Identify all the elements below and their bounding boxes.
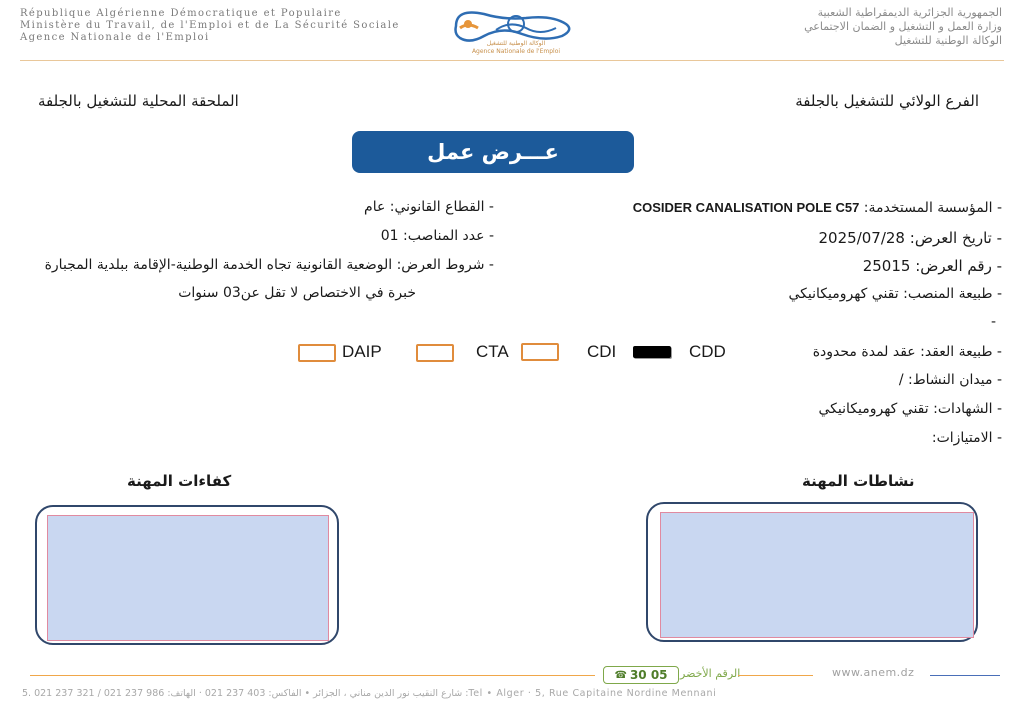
logo-caption xyxy=(436,40,596,56)
number-line xyxy=(863,257,1002,275)
green-number: 30 05 xyxy=(629,668,668,682)
header-ar-line2: وزارة العمل و التشغيل و الضمان الاجتماعي xyxy=(804,20,1002,33)
contract-line xyxy=(813,343,1002,361)
conditions-line2: خبرة في الاختصاص لا تقل عن03 سنوات xyxy=(178,285,416,301)
field-value: / xyxy=(898,372,904,388)
contract-daip-label: DAIP xyxy=(342,342,382,361)
skills-title: كفاءات المهنة xyxy=(127,472,232,490)
header-fr-line1: République Algérienne Démocratique et Populaire xyxy=(20,8,342,19)
header-fr xyxy=(20,8,420,44)
header-divider xyxy=(20,60,1004,61)
header-ar-line1: الجمهورية الجزائرية الديمقراطية الشعبية xyxy=(817,6,1002,19)
contract-cdi-checkbox[interactable] xyxy=(633,346,671,358)
header-ar xyxy=(582,6,1002,48)
benefits-label: - الامتيازات: xyxy=(931,430,1002,446)
number-value: 25015 xyxy=(862,257,911,275)
header-ar-line3: الوكالة الوطنية للتشغيل xyxy=(894,34,1002,47)
date-value: 2025/07/28 xyxy=(818,229,905,247)
post-label: - طبيعة المنصب: xyxy=(903,286,1002,302)
conditions-label: - شروط العرض: xyxy=(396,257,494,273)
sector-line xyxy=(364,198,494,216)
website-link[interactable]: www.anem.dz xyxy=(832,666,915,679)
page-title: عـــرض عمل xyxy=(352,131,634,173)
green-number-badge xyxy=(603,666,679,684)
header-fr-line2: Ministère du Travail, de l'Emploi et de La Sécurité Sociale xyxy=(20,20,400,31)
skills-panel xyxy=(35,505,339,645)
diploma-label: - الشهادات: xyxy=(933,401,1002,417)
contract-other-checkbox[interactable] xyxy=(298,344,336,362)
activities-panel xyxy=(646,502,978,642)
logo-caption-ar: الوكالة الوطنية للتشغيل xyxy=(486,40,546,47)
diploma-line xyxy=(818,400,1002,418)
employer-value: COSIDER CANALISATION POLE C57 xyxy=(632,200,860,215)
contract-label: - طبيعة العقد: xyxy=(920,344,1002,360)
activities-title: نشاطات المهنة xyxy=(802,472,915,490)
footer-rule-middle xyxy=(738,675,813,676)
post-value: تقني كهروميكانيكي xyxy=(788,286,899,302)
office-right: الفرع الولائي للتشغيل بالجلفة xyxy=(795,92,979,110)
contract-cdi-label: CDI xyxy=(587,342,617,361)
contract-cdd-label: CDD xyxy=(689,342,726,361)
conditions-line xyxy=(45,256,494,274)
field-line xyxy=(899,371,1002,389)
date-label: - تاريخ العرض: xyxy=(909,229,1002,247)
employer-label: - المؤسسة المستخدمة: xyxy=(863,200,1002,216)
conditions-value: الوضعية القانونية تجاه الخدمة الوطنية-الإقامة ببلدية المجبارة xyxy=(44,257,393,273)
contract-value: عقد لمدة محدودة xyxy=(812,344,916,360)
contract-daip-checkbox[interactable] xyxy=(416,344,454,362)
employer-line xyxy=(633,199,1002,217)
contract-cta-label: CTA xyxy=(476,342,509,361)
footer-rule-right xyxy=(930,675,1000,676)
activities-content[interactable] xyxy=(660,512,974,638)
logo-caption-fr: Agence Nationale de l'Emploi xyxy=(471,48,561,55)
positions-line xyxy=(381,227,494,245)
sector-label: - القطاع القانوني: xyxy=(389,199,494,215)
positions-value: 01 xyxy=(380,228,399,244)
header-fr-line3: Agence Nationale de l'Emploi xyxy=(20,32,210,43)
skills-content[interactable] xyxy=(47,515,329,641)
diploma-value: تقني كهروميكانيكي xyxy=(818,401,929,417)
office-left: الملحقة المحلية للتشغيل بالجلفة xyxy=(38,92,239,110)
sector-value: عام xyxy=(364,199,386,215)
post-line xyxy=(788,285,1002,303)
footer-address: 5. شارع النقيب نور الدين مناني ، الجزائر • الفاكس: 403 237 021 · الهاتف: 986 237 021 / 321 237 021 :Tel • Alger · 5, Rue Capitaine Nordine Mennani xyxy=(22,688,717,699)
contract-cta-checkbox[interactable] xyxy=(521,343,559,361)
positions-label: - عدد المناصب: xyxy=(403,228,494,244)
green-number-label: الرقم الأخضر xyxy=(680,667,741,680)
footer-rule-left xyxy=(30,675,595,676)
benefits-line xyxy=(932,429,1002,447)
date-line xyxy=(819,229,1002,247)
phone-icon: ☎ xyxy=(614,669,627,681)
field-label: - ميدان النشاط: xyxy=(908,372,1002,388)
number-label: - رقم العرض: xyxy=(915,257,1002,275)
blank-line: - xyxy=(990,314,996,330)
